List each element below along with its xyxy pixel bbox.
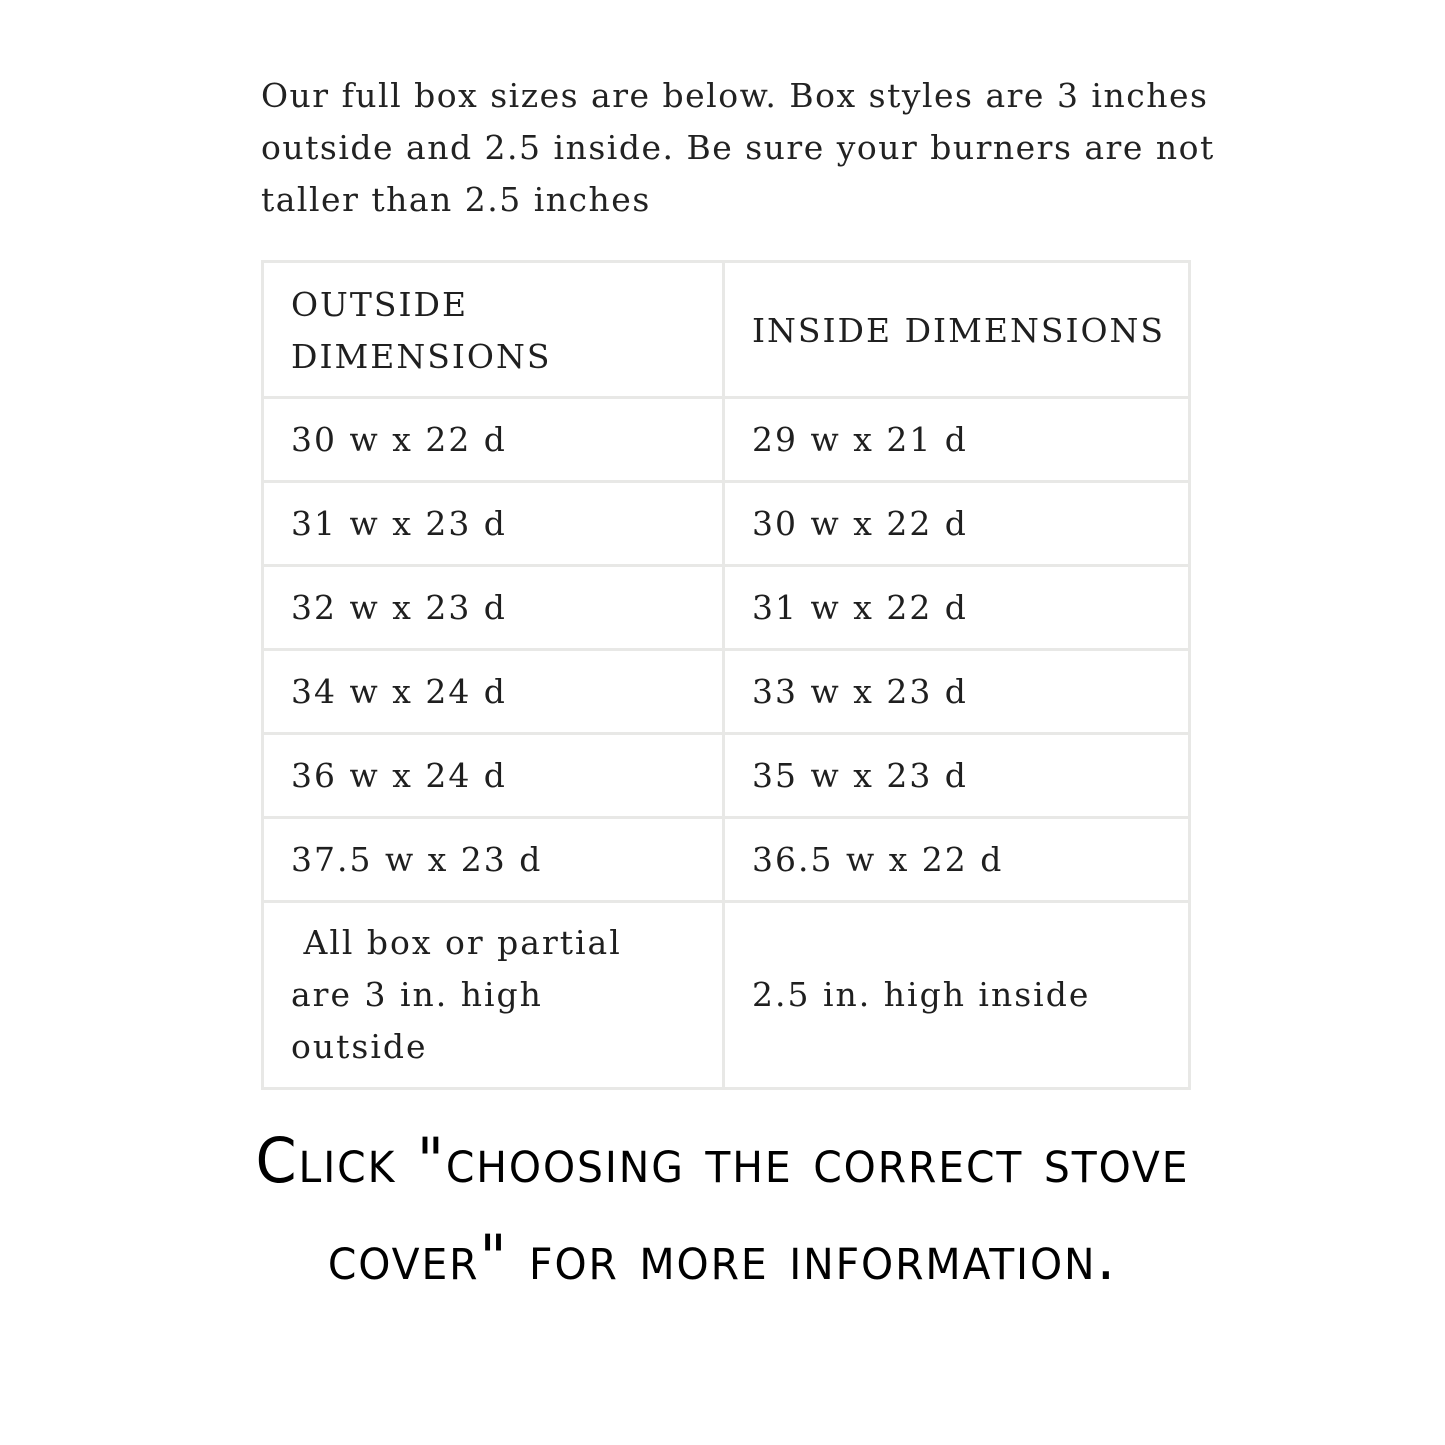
header-inside-dimensions: INSIDE DIMENSIONS xyxy=(724,262,1190,398)
table-header-row xyxy=(263,262,1190,398)
table-row xyxy=(263,398,1190,482)
inside-dimension-cell: 31 w x 22 d xyxy=(724,566,1190,650)
inside-dimension-cell: 30 w x 22 d xyxy=(724,482,1190,566)
inside-dimension-cell: 36.5 w x 22 d xyxy=(724,818,1190,902)
table-row xyxy=(263,650,1190,734)
outside-dimension-cell: 30 w x 22 d xyxy=(263,398,724,482)
inside-dimension-cell: 35 w x 23 d xyxy=(724,734,1190,818)
outside-dimension-cell: 31 w x 23 d xyxy=(263,482,724,566)
box-sizes-table xyxy=(261,260,1191,1090)
outside-dimension-cell: 32 w x 23 d xyxy=(263,566,724,650)
inside-dimension-cell: 29 w x 21 d xyxy=(724,398,1190,482)
more-information-caption: Click "choosing the correct stove cover" for more information. xyxy=(255,1124,1190,1294)
table-row xyxy=(263,566,1190,650)
inside-dimension-cell: 33 w x 23 d xyxy=(724,650,1190,734)
outside-dimension-cell: 37.5 w x 23 d xyxy=(263,818,724,902)
table-row xyxy=(263,734,1190,818)
header-outside-dimensions: OUTSIDE DIMENSIONS xyxy=(263,262,724,398)
intro-text: Our full box sizes are below. Box styles are 3 inches outside and 2.5 inside. Be sure your burners are not taller than 2.5 inches xyxy=(261,76,1215,219)
outside-dimension-cell: 36 w x 24 d xyxy=(263,734,724,818)
inside-height-note: 2.5 in. high inside xyxy=(724,902,1190,1089)
outside-height-note: All box or partial are 3 in. high outside xyxy=(263,902,724,1089)
outside-dimension-cell: 34 w x 24 d xyxy=(263,650,724,734)
table-row xyxy=(263,818,1190,902)
height-note-row xyxy=(263,902,1190,1089)
table-row xyxy=(263,482,1190,566)
